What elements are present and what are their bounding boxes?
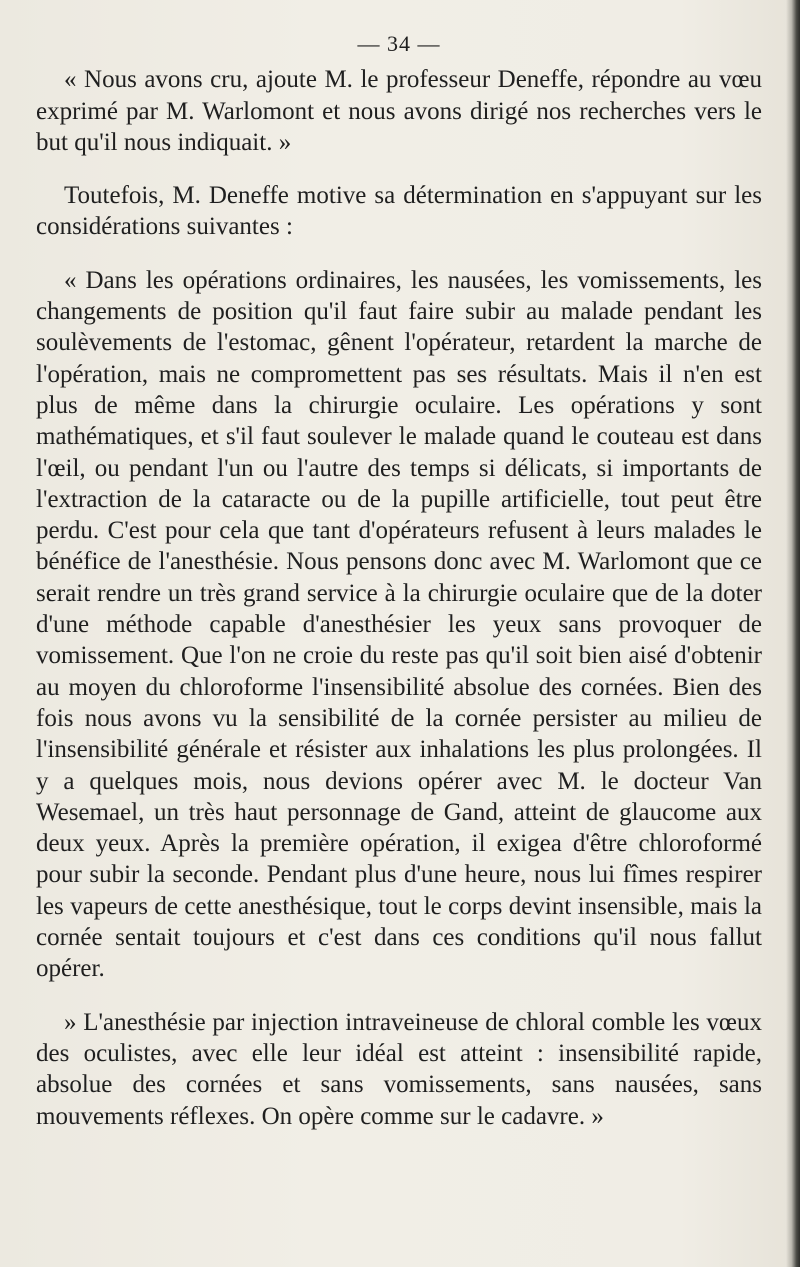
page-edge: [786, 0, 800, 1267]
paragraph-3: « Dans les opérations ordinaires, les nausées, les vomissements, les changements de position qu'il faut faire subir au malade pendant les soulèvements de l'estomac, gênent l'opérateur, retardent la marche de l'opération, mais ne compromettent pas ses résultats. Mais il n'en est plus de même dans la chirurgie oculaire. Les opérations y sont mathématiques, et s'il faut soulever le malade quand le couteau est dans l'œil, ou pendant l'un ou l'autre des temps si délicats, si importants de l'extraction de la cataracte ou de la pupille artificielle, tout peut être perdu. C'est pour cela que tant d'opérateurs refusent à leurs malades le bénéfice de l'anesthésie. Nous pensons donc avec M. Warlomont que ce serait rendre un très grand service à la chirurgie oculaire que de la doter d'une méthode capable d'anesthésier les yeux sans provoquer de vomissement. Que l'on ne croie du reste pas qu'il soit bien aisé d'obtenir au moyen du chloroforme l'insensibilité absolue des cornées. Bien des fois nous avons vu la sensibilité de la cornée persister au milieu de l'insensibilité générale et résister aux inhalations les plus prolongées. Il y a quelques mois, nous devions opérer avec M. le docteur Van Wesemael, un très haut personnage de Gand, atteint de glaucome aux deux yeux. Après la première opération, il exigea d'être chloroformé pour subir la seconde. Pendant plus d'une heure, nous lui fîmes respirer les vapeurs de cette anesthésique, tout le corps devint insensible, mais la cornée sentait toujours et c'est dans ces conditions qu'il nous fallut opérer.: [36, 266, 762, 983]
paragraph-4: » L'anesthésie par injection intraveineuse de chloral comble les vœux des oculistes, avec elle leur idéal est atteint : insensibilité rapide, absolue des cornées et sans vomissements, sans nausées, sans mouvements réflexes. On opère comme sur le cadavre. »: [36, 1008, 762, 1130]
page-body: [36, 28, 762, 1132]
paragraph-1: « Nous avons cru, ajoute M. le professeur Deneffe, répondre au vœu exprimé par M. Warlomont et nous avons dirigé nos recherches vers le but qu'il nous indiquait. »: [36, 66, 762, 156]
paragraph-2: Toutefois, M. Deneffe motive sa détermination en s'appuyant sur les considérations suivantes :: [36, 182, 762, 241]
page-number: — 34 —: [357, 31, 441, 56]
